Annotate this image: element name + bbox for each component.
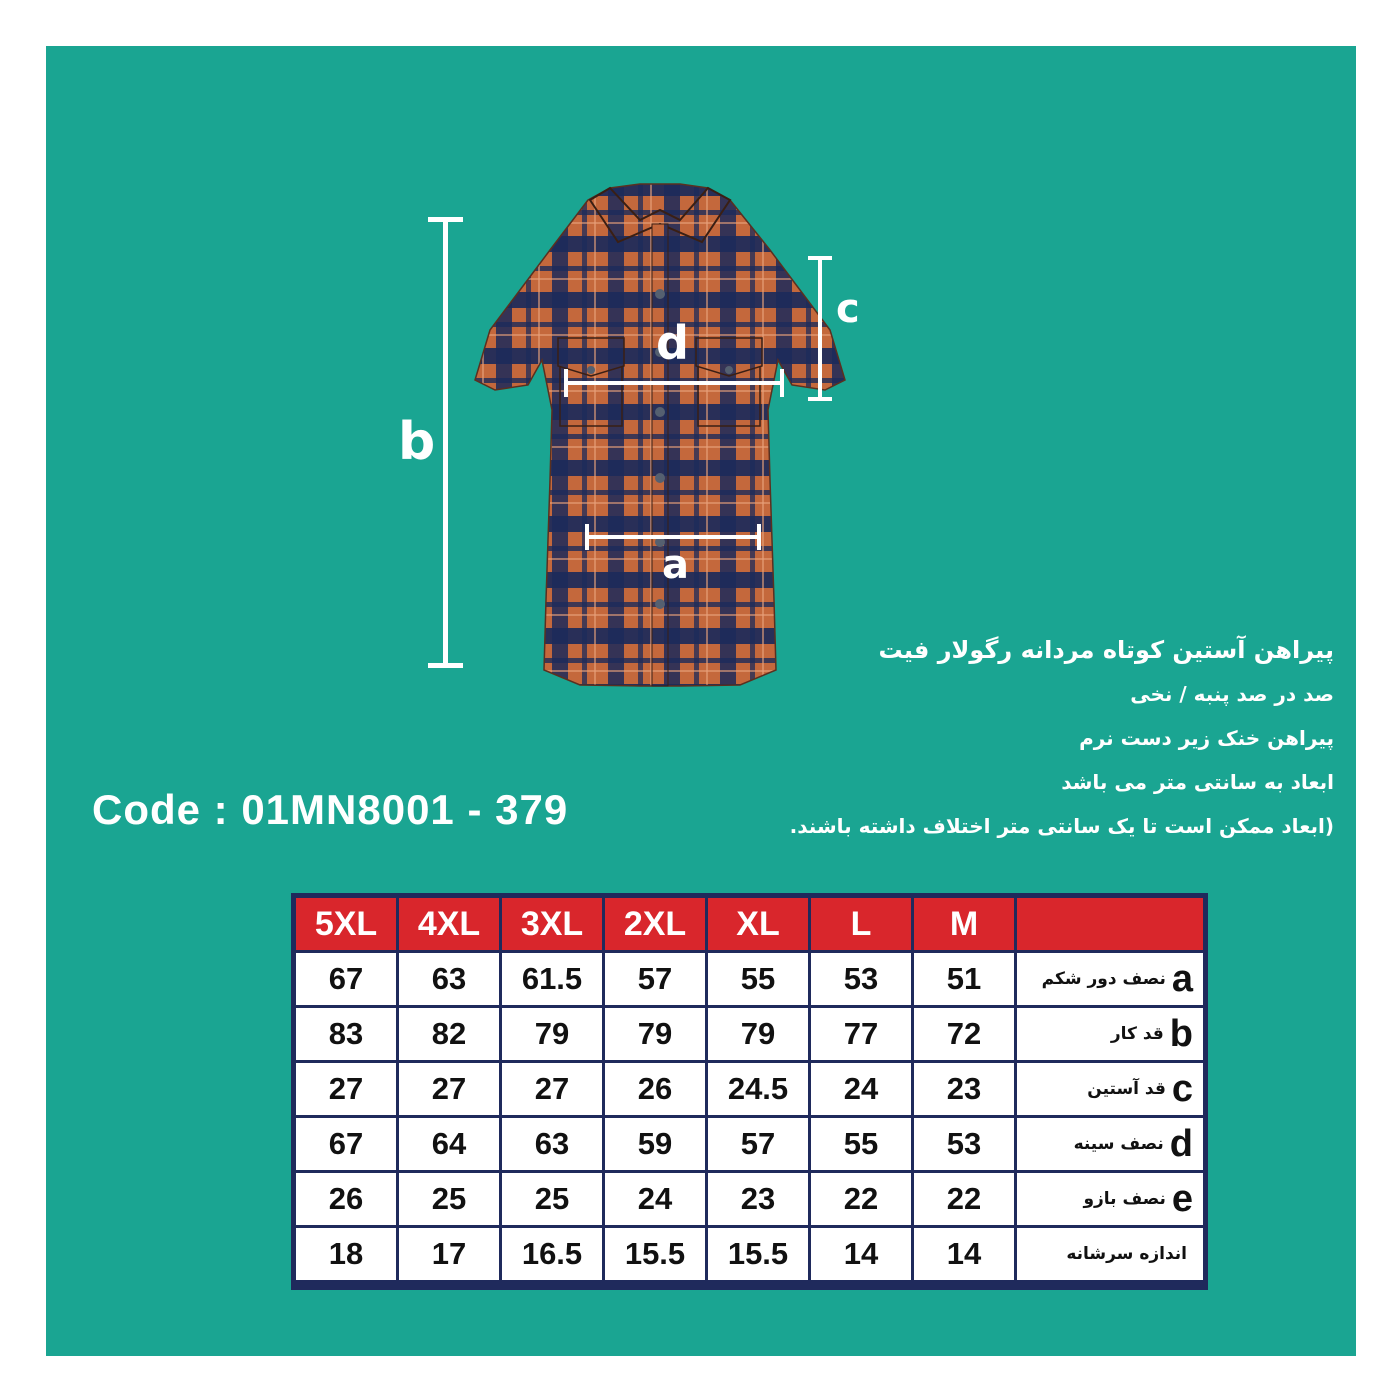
- table-cell: 53: [914, 1118, 1014, 1170]
- row-header-name: نصف بازو: [1083, 1189, 1166, 1209]
- row-header-name: نصف دور شکم: [1041, 969, 1166, 989]
- size-header: 5XL: [296, 898, 396, 950]
- size-header: M: [914, 898, 1014, 950]
- row-header: [1017, 1173, 1203, 1225]
- table-cell: 63: [399, 953, 499, 1005]
- size-header: 2XL: [605, 898, 705, 950]
- table-cell: 79: [708, 1008, 808, 1060]
- table-cell: 18: [296, 1228, 396, 1280]
- table-row: [296, 1118, 1203, 1170]
- table-cell: 27: [502, 1063, 602, 1115]
- desc-line-tolerance: (ابعاد ممکن است تا یک سانتی متر اختلاف داشته باشند.: [789, 814, 1334, 838]
- table-cell: 55: [708, 953, 808, 1005]
- table-cell: 67: [296, 953, 396, 1005]
- table-cell: 25: [399, 1173, 499, 1225]
- size-table: [293, 895, 1206, 1283]
- table-cell: 23: [708, 1173, 808, 1225]
- table-cell: 79: [605, 1008, 705, 1060]
- row-header: [1017, 1228, 1203, 1280]
- product-title: پیراهن آستین کوتاه مردانه رگولار فیت: [878, 636, 1334, 664]
- table-cell: 57: [605, 953, 705, 1005]
- table-cell: 15.5: [708, 1228, 808, 1280]
- table-row: [296, 1228, 1203, 1280]
- size-header-row: [296, 898, 1203, 950]
- measurement-header: [1017, 898, 1203, 950]
- measure-c-label: c: [836, 286, 860, 332]
- table-row: [296, 1063, 1203, 1115]
- table-cell: 27: [296, 1063, 396, 1115]
- table-cell: 16.5: [502, 1228, 602, 1280]
- size-header: L: [811, 898, 911, 950]
- table-cell: 82: [399, 1008, 499, 1060]
- table-cell: 57: [708, 1118, 808, 1170]
- measure-b-label: b: [398, 412, 436, 472]
- table-cell: 23: [914, 1063, 1014, 1115]
- table-cell: 64: [399, 1118, 499, 1170]
- desc-line-feel: پیراهن خنک زیر دست نرم: [1079, 726, 1334, 750]
- product-code: Code : 01MN8001 - 379: [92, 786, 569, 833]
- desc-line-units: ابعاد به سانتی متر می باشد: [1061, 770, 1334, 794]
- row-header-name: نصف سینه: [1073, 1134, 1164, 1154]
- table-cell: 55: [811, 1118, 911, 1170]
- table-cell: 22: [914, 1173, 1014, 1225]
- row-header-letter: b: [1169, 1013, 1193, 1055]
- table-cell: 72: [914, 1008, 1014, 1060]
- table-row: [296, 1008, 1203, 1060]
- row-header: [1017, 1063, 1203, 1115]
- table-cell: 17: [399, 1228, 499, 1280]
- table-cell: 27: [399, 1063, 499, 1115]
- row-header-name: اندازه سرشانه: [1066, 1244, 1187, 1264]
- desc-line-material: صد در صد پنبه / نخی: [1130, 682, 1334, 706]
- row-header-name: قد کار: [1110, 1024, 1164, 1044]
- table-cell: 77: [811, 1008, 911, 1060]
- row-header: [1017, 1118, 1203, 1170]
- size-header: 4XL: [399, 898, 499, 950]
- table-cell: 25: [502, 1173, 602, 1225]
- measure-a-label: a: [662, 542, 689, 588]
- table-row: [296, 1173, 1203, 1225]
- size-header: XL: [708, 898, 808, 950]
- table-cell: 67: [296, 1118, 396, 1170]
- table-cell: 61.5: [502, 953, 602, 1005]
- table-cell: 15.5: [605, 1228, 705, 1280]
- product-description: [634, 628, 1334, 848]
- size-table-frame: [291, 893, 1208, 1290]
- table-cell: 26: [605, 1063, 705, 1115]
- table-cell: 51: [914, 953, 1014, 1005]
- row-header-letter: e: [1171, 1178, 1193, 1220]
- row-header-name: قد آستین: [1087, 1079, 1166, 1099]
- measure-d-label: d: [656, 316, 689, 370]
- table-cell: 24.5: [708, 1063, 808, 1115]
- table-cell: 26: [296, 1173, 396, 1225]
- row-header: [1017, 1008, 1203, 1060]
- table-cell: 83: [296, 1008, 396, 1060]
- table-cell: 63: [502, 1118, 602, 1170]
- table-row: [296, 953, 1203, 1005]
- table-cell: 59: [605, 1118, 705, 1170]
- row-header: [1017, 953, 1203, 1005]
- table-cell: 22: [811, 1173, 911, 1225]
- row-header-letter: a: [1171, 958, 1193, 1000]
- table-cell: 24: [605, 1173, 705, 1225]
- table-cell: 53: [811, 953, 911, 1005]
- table-cell: 14: [914, 1228, 1014, 1280]
- row-header-letter: c: [1171, 1068, 1193, 1110]
- table-cell: 24: [811, 1063, 911, 1115]
- table-cell: 79: [502, 1008, 602, 1060]
- row-header-letter: d: [1169, 1123, 1193, 1165]
- size-header: 3XL: [502, 898, 602, 950]
- table-cell: 14: [811, 1228, 911, 1280]
